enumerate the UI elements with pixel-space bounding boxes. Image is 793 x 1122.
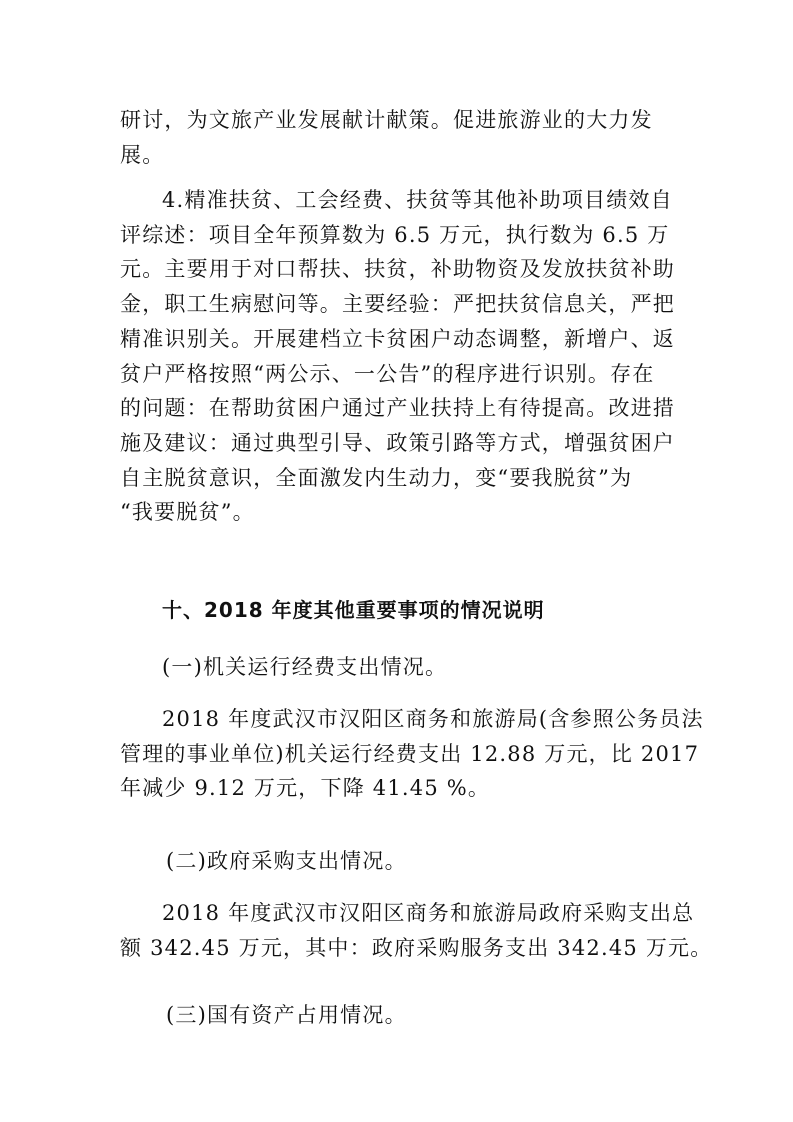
text-line: 元。主要用于对口帮扶、扶贫，补助物资及发放扶贫补助 [120,257,675,282]
text-line: 2018 年度武汉市汉阳区商务和旅游局政府采购支出总 [162,901,695,925]
subsection-title-operating-expenses: (一)机关运行经费支出情况。 [162,655,448,679]
text-line: 管理的事业单位)机关运行经费支出 12.88 万元，比 2017 [120,741,700,766]
text-line: “我要脱贫”。 [120,500,255,525]
paragraph-tourism-development [120,103,680,172]
section-heading: 十、2018 年度其他重要事项的情况说明 [162,598,545,622]
text-line: 研讨，为文旅产业发展献计献策。促进旅游业的大力发 [120,108,653,132]
text-line: 年减少 9.12 万元，下降 41.45 %。 [120,776,491,801]
text-line: 评综述：项目全年预算数为 6.5 万元，执行数为 6.5 万 [120,222,670,247]
text-line: 4.精准扶贫、工会经费、扶贫等其他补助项目绩效自 [162,188,673,212]
text-line: 金，职工生病慰问等。主要经验：严把扶贫信息关，严把 [120,292,675,317]
subsection-title-state-assets: (三)国有资产占用情况。 [166,1003,407,1027]
text-line: 施及建议：通过典型引导、政策引路等方式，增强贫困户 [120,430,675,455]
text-line: 的问题：在帮助贫困户通过产业扶持上有待提高。改进措 [120,396,675,421]
text-line: 展。 [120,142,165,167]
text-line: 自主脱贫意识，全面激发内生动力，变“要我脱贫”为 [120,465,633,490]
text-line: 额 342.45 万元，其中：政府采购服务支出 342.45 万元。 [120,935,713,960]
text-line: 精准识别关。开展建档立卡贫困户动态调整，新增户、返 [120,326,675,351]
paragraph-procurement [120,896,713,965]
text-line: 贫户严格按照“两公示、一公告”的程序进行识别。存在 [120,361,655,386]
subsection-title-procurement: (二)政府采购支出情况。 [166,849,407,873]
paragraph-operating-expenses [120,702,704,806]
paragraph-poverty-alleviation [120,183,680,530]
text-line: 2018 年度武汉市汉阳区商务和旅游局(含参照公务员法 [162,707,704,731]
